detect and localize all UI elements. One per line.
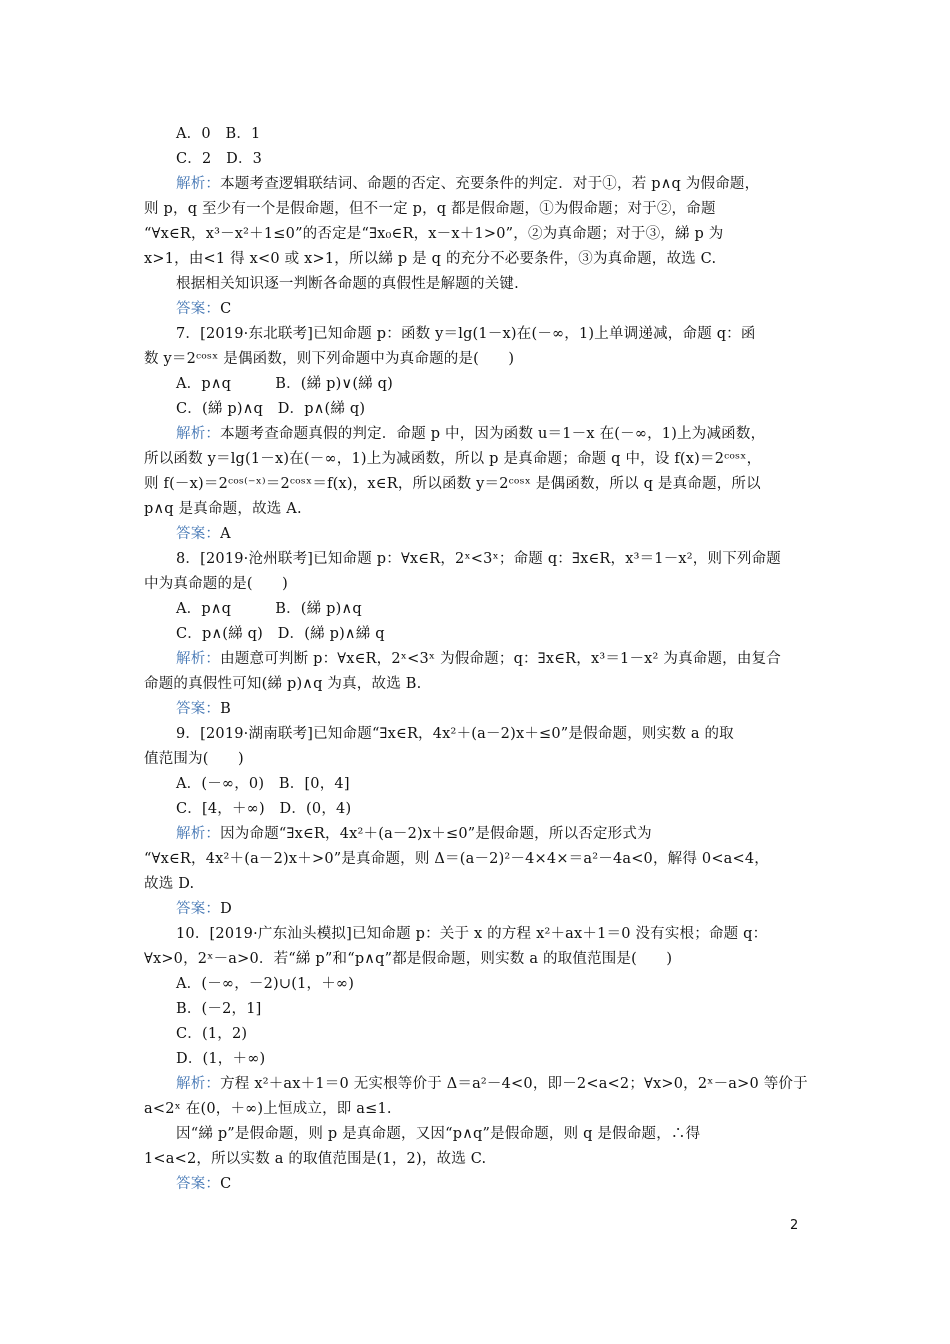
text-line — [176, 399, 365, 419]
text-line — [144, 1149, 486, 1169]
text-line — [144, 849, 769, 869]
text-line — [176, 724, 734, 744]
answer-label: 答案： — [176, 1176, 221, 1192]
text-line — [176, 899, 232, 919]
line-text: 数 y＝2ᶜᵒˢˣ 是偶函数，则下列命题中为真命题的是( ) — [144, 351, 515, 367]
line-text: 本题考查逻辑联结词、命题的否定、充要条件的判定．对于①，若 p∧q 为假命题， — [220, 176, 760, 192]
text-line — [176, 799, 351, 819]
text-line — [144, 349, 514, 369]
text-line — [176, 299, 231, 319]
line-text: 7．[2019·东北联考]已知命题 p：函数 y＝lg(1－x)在(－∞，1)上单调递减，命题 q：函 — [176, 326, 756, 342]
answer-label: 解析： — [176, 1076, 221, 1092]
text-line — [144, 874, 194, 894]
text-line — [144, 249, 716, 269]
text-line — [176, 924, 767, 944]
line-text: 故选 D. — [144, 876, 195, 892]
text-line — [176, 549, 781, 569]
line-text: “∀x∈R，x³－x²＋1≤0”的否定是“∃x₀∈R，x－x＋1>0”，②为真命题；对于③，綈 p 为 — [144, 226, 724, 242]
line-text: C — [220, 1176, 232, 1192]
answer-label: 答案： — [176, 901, 221, 917]
line-text: 值范围为( ) — [144, 751, 244, 767]
text-line — [176, 649, 781, 669]
answer-label: 解析： — [176, 426, 221, 442]
line-text: 所以函数 y＝lg(1－x)在(－∞，1)上为减函数，所以 p 是真命题；命题 q 中，设 f(x)＝2ᶜᵒˢˣ， — [144, 451, 762, 467]
line-text: ∀x>0，2ˣ－a>0．若“綈 p”和“p∧q”都是假命题，则实数 a 的取值范围是( ) — [144, 951, 673, 967]
text-line — [176, 999, 262, 1019]
line-text: A．0 B．1 — [176, 126, 261, 142]
answer-label: 答案： — [176, 526, 221, 542]
answer-label: 答案： — [176, 301, 221, 317]
text-line — [176, 274, 519, 294]
text-line — [176, 324, 756, 344]
line-text: C — [220, 301, 232, 317]
text-line — [176, 1049, 265, 1069]
line-text: B．(－2，1] — [176, 1001, 262, 1017]
text-line — [144, 449, 761, 469]
line-text: 1<a<2，所以实数 a 的取值范围是(1，2)，故选 C. — [144, 1151, 487, 1167]
text-line — [144, 1099, 392, 1119]
text-line — [144, 674, 421, 694]
line-text: D．(1，＋∞) — [176, 1051, 266, 1067]
text-line — [144, 199, 716, 219]
line-text: C．(綈 p)∧q D．p∧(綈 q) — [176, 401, 366, 417]
line-text: C．(1，2) — [176, 1026, 248, 1042]
line-text: a<2ˣ 在(0，＋∞)上恒成立，即 a≤1. — [144, 1101, 392, 1117]
line-text: 命题的真假性可知(綈 p)∧q 为真，故选 B. — [144, 676, 422, 692]
line-text: A．(－∞，－2)∪(1，＋∞) — [176, 976, 355, 992]
line-text: C．[4，＋∞) D．(0，4) — [176, 801, 352, 817]
line-text: 则 p，q 至少有一个是假命题，但不一定 p，q 都是假命题，①为假命题；对于②，命题 — [144, 201, 716, 217]
text-line — [176, 149, 262, 169]
line-text: 9．[2019·湖南联考]已知命题“∃x∈R，4x²＋(a－2)x＋≤0”是假命题，则实数 a 的取 — [176, 726, 734, 742]
line-text: 10．[2019·广东汕头模拟]已知命题 p：关于 x 的方程 x²＋ax＋1＝0 没有实根；命题 q： — [176, 926, 768, 942]
text-line — [176, 1124, 700, 1144]
text-line — [176, 774, 350, 794]
text-line — [176, 1074, 808, 1094]
line-text: 本题考查命题真假的判定．命题 p 中，因为函数 u＝1－x 在(－∞，1)上为减函数， — [220, 426, 766, 442]
line-text: 则 f(－x)＝2ᶜᵒˢ⁽⁻ˣ⁾＝2ᶜᵒˢˣ＝f(x)，x∈R，所以函数 y＝2ᶜᵒˢˣ 是偶函数，所以 q 是真命题，所以 — [144, 476, 761, 492]
answer-label: 解析： — [176, 176, 221, 192]
text-line — [176, 699, 231, 719]
text-line — [144, 224, 723, 244]
line-text: C．p∧(綈 q) D．(綈 p)∧綈 q — [176, 626, 385, 642]
line-text: B — [220, 701, 231, 717]
line-text: C．2 D．3 — [176, 151, 263, 167]
page-number: 2 — [790, 1218, 799, 1233]
text-line — [176, 124, 260, 144]
line-text: A．(－∞，0) B．[0，4] — [176, 776, 350, 792]
line-text: A．p∧q B．(綈 p)∨(綈 q) — [176, 376, 394, 392]
line-text: 方程 x²＋ax＋1＝0 无实根等价于 Δ＝a²－4<0，即－2<a<2；∀x>0，2ˣ－a>0 等价于 — [220, 1076, 808, 1092]
text-line — [176, 974, 354, 994]
line-text: D — [220, 901, 232, 917]
text-line — [176, 174, 759, 194]
text-line — [144, 474, 761, 494]
text-line — [144, 949, 672, 969]
line-text: A — [220, 526, 231, 542]
text-line — [176, 1174, 231, 1194]
line-text: 根据相关知识逐一判断各命题的真假性是解题的关键. — [176, 276, 519, 292]
line-text: 8．[2019·沧州联考]已知命题 p：∀x∈R，2ˣ<3ˣ；命题 q：∃x∈R，x³＝1－x²，则下列命题 — [176, 551, 782, 567]
text-line — [176, 599, 362, 619]
line-text: 因为命题“∃x∈R，4x²＋(a－2)x＋≤0”是假命题，所以否定形式为 — [220, 826, 652, 842]
line-text: 因“綈 p”是假命题，则 p 是真命题，又因“p∧q”是假命题，则 q 是假命题，∴得 — [176, 1126, 701, 1142]
line-text: 由题意可判断 p：∀x∈R，2ˣ<3ˣ 为假命题；q：∃x∈R，x³＝1－x² 为真命题，由复合 — [220, 651, 781, 667]
text-line — [176, 1024, 247, 1044]
answer-label: 答案： — [176, 701, 221, 717]
text-line — [144, 499, 302, 519]
text-line — [176, 374, 393, 394]
text-line — [176, 424, 765, 444]
text-line — [144, 574, 288, 594]
text-line — [176, 624, 385, 644]
line-text: 中为真命题的是( ) — [144, 576, 289, 592]
answer-label: 解析： — [176, 651, 221, 667]
text-line — [144, 749, 244, 769]
line-text: “∀x∈R，4x²＋(a－2)x＋>0”是真命题，则 Δ＝(a－2)²－4×4×＝a²－4a<0，解得 0<a<4， — [144, 851, 769, 867]
text-line — [176, 824, 652, 844]
line-text: A．p∧q B．(綈 p)∧q — [176, 601, 362, 617]
answer-label: 解析： — [176, 826, 221, 842]
line-text: p∧q 是真命题，故选 A. — [144, 501, 302, 517]
text-line — [176, 524, 231, 544]
line-text: x>1，由<1 得 x<0 或 x>1，所以綈 p 是 q 的充分不必要条件，③为真命题，故选 C. — [144, 251, 717, 267]
